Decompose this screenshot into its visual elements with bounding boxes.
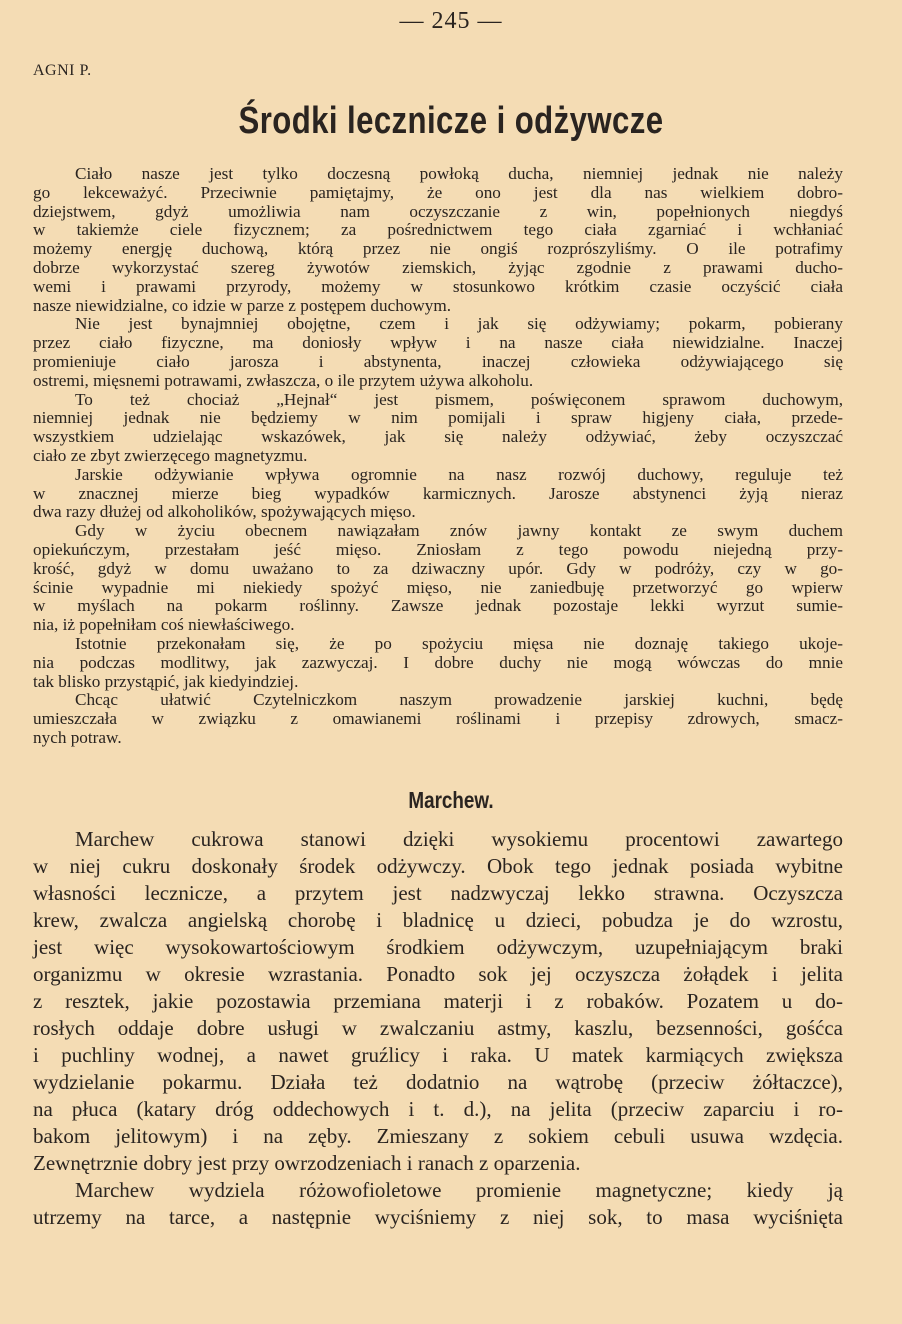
text-line: ścinie wypadnie mi niekiedy spożyć mięso, nie zaniedbuję przetworzyć go wpierw	[33, 577, 843, 597]
text-line: na płuca (katary dróg oddechowych i t. d.), na jelita (przeciw zaparciu i ro-	[33, 1097, 843, 1121]
text-line: wydzielanie pokarmu. Działa też dodatnio na wątrobę (przeciw żółtaczce),	[33, 1070, 843, 1094]
text-line: dobrze wykorzystać szereg żywotów ziemskich, żyjąc zgodnie z prawami ducho-	[33, 257, 843, 277]
text-line: bakom jelitowym) i na zęby. Zmieszany z sokiem cebuli usuwa wzdęcia.	[33, 1124, 843, 1148]
section-body-text	[33, 826, 843, 1231]
text-line: nia podczas modlitwy, jak zazwyczaj. I dobre duchy nie mogą wówczas do mnie	[33, 652, 843, 672]
article-title: Środki lecznicze i odżywcze	[238, 100, 664, 142]
text-line: nasze niewidzialne, co idzie w parze z postępem duchowym.	[33, 295, 452, 315]
text-line: rosłych oddaje dobre usługi w zwalczaniu astmy, kaszlu, bezsenności, gośćca	[33, 1016, 843, 1040]
text-line: możemy energję duchową, którą przez nie ongiś rozprószyliśmy. O ile potrafimy	[33, 239, 843, 259]
text-line: To też chociaż „Hejnał“ jest pismem, poświęconem sprawom duchowym,	[75, 389, 843, 409]
text-line: w znacznej mierze bieg wypadków karmicznych. Jarosze abstynenci żyją nieraz	[33, 483, 843, 503]
text-line: krość, gdyż w domu uważano to za dziwaczny upór. Gdy w podróży, czy w go-	[33, 558, 843, 578]
text-line: Chcąc ułatwić Czytelniczkom naszym prowadzenie jarskiej kuchni, będę	[75, 690, 843, 710]
text-line: promieniuje ciało jarosza i abstynenta, inaczej człowieka odżywiającego się	[33, 351, 843, 371]
text-line: Gdy w życiu obecnem nawiązałam znów jawny kontakt ze swym duchem	[75, 521, 843, 541]
text-line: niemniej jednak nie będziemy w nim pomijali i spraw higjeny ciała, przede-	[33, 408, 843, 428]
text-line: dwa razy dłużej od alkoholików, spożywających mięso.	[33, 502, 416, 522]
section-heading: Marchew.	[408, 787, 494, 813]
text-line: Marchew wydziela różowofioletowe promienie magnetyczne; kiedy ją	[75, 1178, 843, 1202]
text-line: Istotnie przekonałam się, że po spożyciu mięsa nie doznaję takiego ukoje-	[75, 633, 843, 653]
page-number: — 245 —	[399, 8, 503, 34]
text-line: ostremi, mięsnemi potrawami, zwłaszcza, o ile przytem używa alkoholu.	[33, 370, 534, 390]
text-line: umieszczała w związku z omawianemi roślinami i przepisy zdrowych, smacz-	[33, 709, 843, 729]
text-line: jest więc wysokowartościowym środkiem odżywczym, uzupełniającym braki	[33, 935, 843, 959]
text-line: i puchliny wodnej, a nawet gruźlicy i raka. U matek karmiących zwiększa	[33, 1043, 843, 1067]
text-line: nia, iż popełniłam coś niewłaściwego.	[33, 615, 295, 635]
text-line: krew, zwalcza angielską chorobę i bladnicę u dzieci, pobudza je do wzrostu,	[33, 908, 843, 932]
text-line: opiekuńczym, przestałam jeść mięso. Zniosłam z tego powodu niejedną przy-	[33, 539, 843, 559]
intro-text	[33, 165, 843, 748]
text-line: w takiemże ciele fizycznem; za pośrednictwem tego ciała zgarniać i wchłaniać	[33, 220, 843, 240]
text-line: go lekceważyć. Przeciwnie pamiętajmy, że ono jest dla nas wielkiem dobro-	[33, 182, 843, 202]
text-line: Ciało nasze jest tylko doczesną powłoką ducha, niemniej jednak nie należy	[75, 164, 843, 183]
text-line: Marchew cukrowa stanowi dzięki wysokiemu procentowi zawartego	[75, 827, 843, 851]
text-line: własności lecznicze, a przytem jest nadzwyczaj lekko strawna. Oczyszcza	[33, 881, 843, 905]
text-line: wszystkiem udzielając wskazówek, jak się należy odżywiać, żeby oczyszczać	[33, 427, 843, 447]
text-line: w niej cukru doskonały środek odżywczy. Obok tego jednak posiada wybitne	[33, 854, 843, 878]
text-line: utrzemy na tarce, a następnie wyciśniemy z niej sok, to masa wyciśnięta	[33, 1205, 843, 1229]
text-line: tak blisko przystąpić, jak kiedyindziej.	[33, 671, 299, 691]
text-line: z resztek, jakie pozostawia przemiana materji i z robaków. Pozatem u do-	[33, 989, 843, 1013]
text-line: ciało ze zbyt zwierzęcego magnetyzmu.	[33, 445, 308, 465]
text-line: przez ciało fizyczne, ma doniosły wpływ i na nasze ciała niewidzialne. Inaczej	[33, 333, 843, 353]
text-line: w myślach na pokarm roślinny. Zawsze jednak pozostaje lekki wyrzut sumie-	[33, 596, 843, 616]
text-line: Nie jest bynajmniej obojętne, czem i jak się odżywiamy; pokarm, pobierany	[75, 314, 843, 334]
text-line: Jarskie odżywianie wpływa ogromnie na nasz rozwój duchowy, reguluje też	[75, 464, 843, 484]
text-line: wemi i prawami przyrody, możemy w stosunkowo krótkim czasie oczyścić ciała	[33, 276, 843, 296]
author-name: AGNI P.	[33, 62, 92, 79]
text-line: nych potraw.	[33, 727, 122, 747]
text-line: dziejstwem, gdyż umożliwia nam oczyszczanie z win, popełnionych niegdyś	[33, 201, 843, 221]
text-line: Zewnętrznie dobry jest przy owrzodzeniach i ranach z oparzenia.	[33, 1151, 581, 1175]
text-line: organizmu w okresie wzrastania. Ponadto sok jej oczyszcza żołądek i jelita	[33, 962, 843, 986]
